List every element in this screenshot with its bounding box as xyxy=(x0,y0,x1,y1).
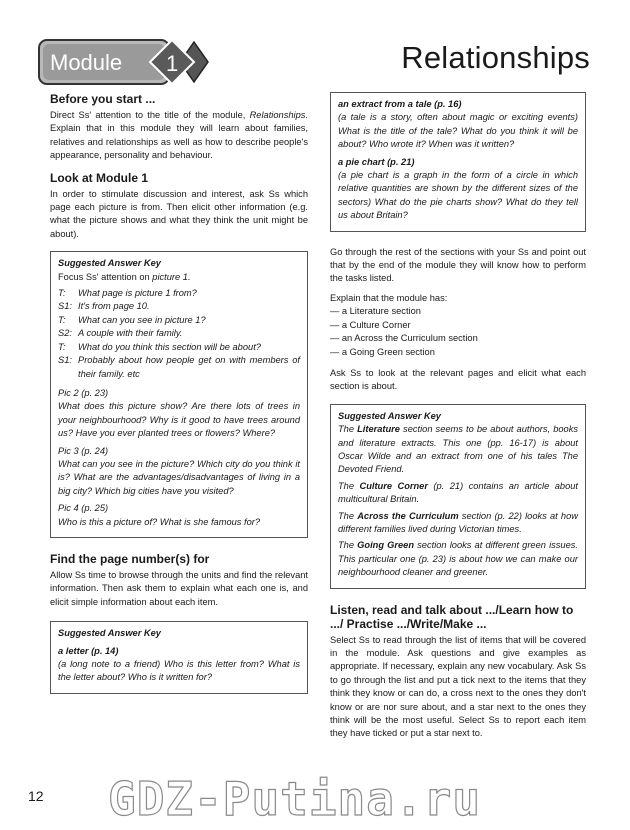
section-entry: The Literature section seems to be about authors, books and literature extracts. This one (pp. 16-17) is about Oscar Wilde and an extract from one of his tales The Devoted Friend. xyxy=(338,424,579,475)
list-item: — a Literature section xyxy=(330,306,421,317)
dialogue-line: T: What can you see in picture 1? xyxy=(58,314,206,325)
pic-text: Who is this a picture of? What is she famous for? xyxy=(58,516,261,527)
go-through-text: Go through the rest of the sections with your Ss and point out that by the end of the module they will know how to perform the tasks listed. xyxy=(330,246,586,284)
ask-text: Ask Ss to look at the relevant pages and elicit what each section is about. xyxy=(330,367,586,392)
watermark: GDZ-Putina.ru xyxy=(108,772,482,826)
before-start-heading: Before you start ... xyxy=(50,92,156,106)
find-page-heading: Find the page number(s) for xyxy=(50,551,210,566)
look-at-text: In order to stimulate discussion and interest, ask Ss which page each picture is from. Then elicit other information (e.g. what the picture shows and what they think the unit might be about). xyxy=(50,188,308,239)
pie-chart-text: (a pie chart is a graph in the form of a circle in which relative quantities are shown by the different sizes of the sectors) What do the pie charts show? What do they tell us about Britain? xyxy=(338,170,578,221)
tale-text: (a tale is a story, often about magic or exciting events) What is the title of the tale? What do you think it will be about? Who wrote it? When was it written? xyxy=(338,112,578,150)
pic-label: Pic 2 (p. 23) xyxy=(58,387,109,398)
dialogue-line: S2: A couple with their family. xyxy=(58,328,183,339)
dialogue-line: S1: Probably about how people get on with members of their family. etc xyxy=(58,355,300,379)
section-entry: The Across the Curriculum section (p. 22) looks at how different families lived during Victorian times. xyxy=(338,510,578,534)
answer-key-box-3 xyxy=(330,404,586,589)
right-column xyxy=(330,92,586,745)
list-item: — a Going Green section xyxy=(330,346,435,357)
listen-heading: Listen, read and talk about .../Learn how to .../ Practise .../Write/Make ... xyxy=(330,602,574,631)
find-page-text: Allow Ss time to browse through the units and find the relevant information. Then ask them to explain what each one is, and elicit simple information about each item. xyxy=(50,569,308,607)
pic-text: What does this picture show? Are there lots of trees in your neighbourhood? Why is it good to have trees around us? Have you ever planted trees or flowers? Where? xyxy=(58,401,300,439)
section-entry: The Going Green section looks at different green issues. This particular one (p. 23) is about how we can make our neighbourhood cleaner and greener. xyxy=(338,540,579,578)
explain-text: Explain that the module has: xyxy=(330,292,448,303)
tale-sub: an extract from a tale (p. 16) xyxy=(338,99,462,109)
page-title: Relationships xyxy=(401,40,590,75)
page-number: 12 xyxy=(28,788,44,804)
look-at-heading: Look at Module 1 xyxy=(50,170,149,185)
listen-text: Select Ss to read through the list of items that will be covered in the module. Ask questions and give examples as appropriate. If necessary, explain any new vocabulary. Ask Ss to go through the list and put a tick next to the items that they think they know or can do, a cross next to the ones they don't know or are nor sure about, and a star next to the ones they think will be the most useful. Select Ss to report each item they have ticked or put a star next to. xyxy=(330,634,586,739)
answer-key-heading: Suggested Answer Key xyxy=(338,410,441,421)
pic-text: What can you see in the picture? Which city do you think it is? What are the advantages/disadvantages of living in a big city? Which big cities have you visited? xyxy=(58,458,300,496)
pie-chart-sub: a pie chart (p. 21) xyxy=(338,156,415,167)
answer-key-heading: Suggested Answer Key xyxy=(58,258,161,269)
list-item: — an Across the Curriculum section xyxy=(330,333,478,344)
before-start-text: Direct Ss' attention to the title of the module, Relationships. Explain that in this module they will learn about families, relatives and relationships as well as how to describe people's appearance, personality and behaviour. xyxy=(50,110,308,161)
dialogue-line: T: What do you think this section will be about? xyxy=(58,341,261,352)
focus-text: Focus Ss' attention on picture 1. xyxy=(58,271,191,282)
list-item: — a Culture Corner xyxy=(330,319,411,330)
letter-sub: a letter (p. 14) xyxy=(58,645,119,656)
pic-label: Pic 4 (p. 25) xyxy=(58,503,109,514)
module-number: 1 xyxy=(166,51,179,76)
section-entry: The Culture Corner (p. 21) contains an article about multicultural Britain. xyxy=(338,480,579,505)
pic-label: Pic 3 (p. 24) xyxy=(58,445,109,456)
dialogue-line: T: What page is picture 1 from? xyxy=(58,288,197,299)
module-badge xyxy=(38,38,210,86)
letter-text: (a long note to a friend) Who is this letter from? What is the letter about? Who is it written for? xyxy=(58,659,300,683)
answer-key-box-1 xyxy=(50,251,308,538)
answer-key-box-2 xyxy=(50,621,308,694)
answer-key-heading: Suggested Answer Key xyxy=(58,628,161,639)
dialogue-line: S1: It's from page 10. xyxy=(58,301,150,312)
left-column xyxy=(50,92,308,694)
module-label: Module xyxy=(50,50,123,75)
answer-key-box-continued xyxy=(330,92,586,232)
